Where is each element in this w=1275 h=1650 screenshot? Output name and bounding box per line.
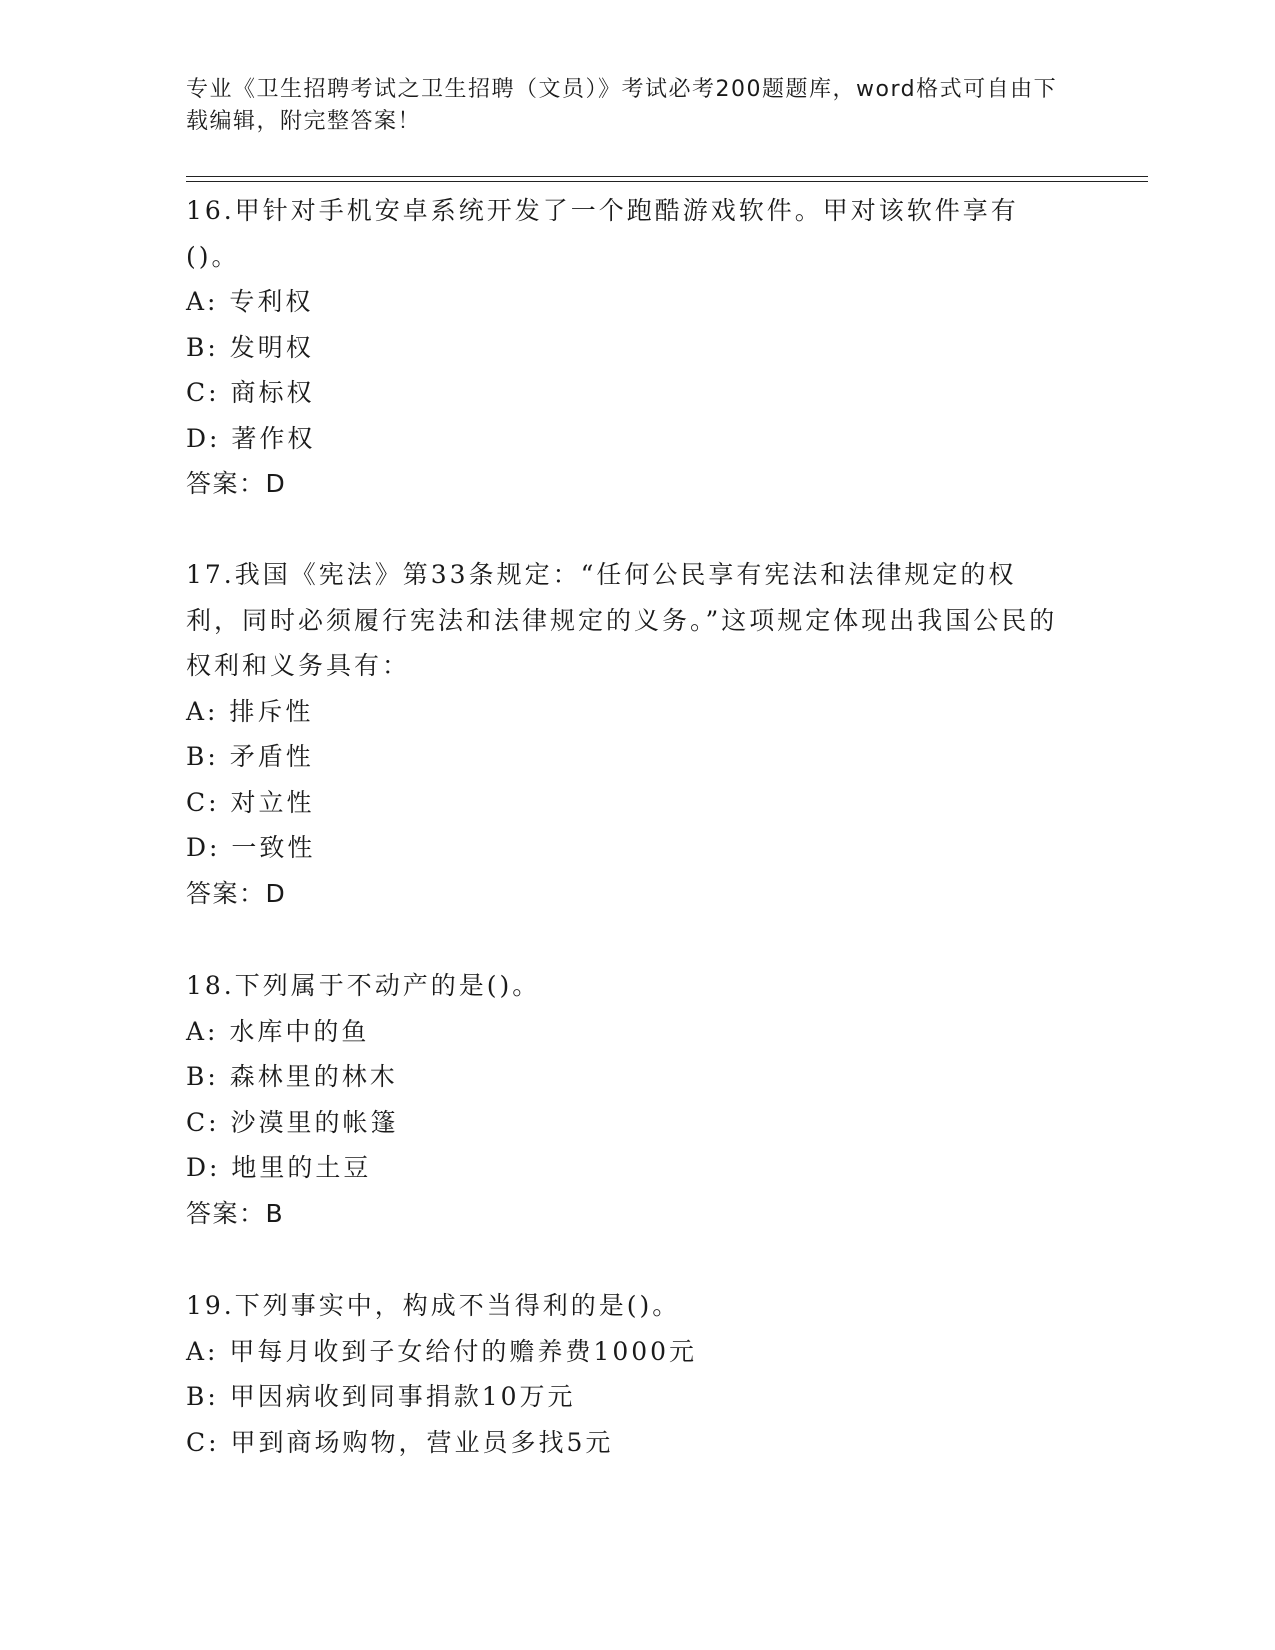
option-a: A: 甲每月收到子女给付的赡养费1000元 [186, 1336, 698, 1366]
answer: 答案：D [186, 469, 287, 498]
option-d: D: 一致性 [186, 833, 316, 862]
question-16 [186, 188, 1066, 507]
option-b: B: 发明权 [186, 332, 314, 362]
answer: 答案：D [186, 878, 287, 908]
question-17 [186, 552, 1066, 916]
answer: 答案：B [186, 1198, 285, 1228]
question-stem: 18.下列属于不动产的是()。 [186, 971, 541, 1000]
question-stem: 19.下列事实中，构成不当得利的是()。 [186, 1291, 681, 1320]
question-stem: 16.甲针对手机安卓系统开发了一个跑酷游戏软件。甲对该软件享有()。 [186, 196, 1019, 271]
option-b: B: 森林里的林木 [186, 1062, 398, 1091]
option-b: B: 矛盾性 [186, 742, 314, 771]
option-d: D: 著作权 [186, 423, 316, 453]
question-18 [186, 963, 1066, 1236]
question-stem: 17.我国《宪法》第33条规定：“任何公民享有宪法和法律规定的权利，同时必须履行宪法和法律规定的义务。”这项规定体现出我国公民的权利和义务具有： [186, 560, 1058, 680]
option-a: A: 水库中的鱼 [186, 1016, 370, 1046]
question-19 [186, 1283, 1066, 1465]
option-c: C: 对立性 [186, 787, 315, 817]
header-divider-top [186, 176, 1148, 177]
option-b: B: 甲因病收到同事捐款10万元 [186, 1382, 576, 1411]
option-c: C: 沙漠里的帐篷 [186, 1107, 399, 1137]
option-c: C: 甲到商场购物，营业员多找5元 [186, 1427, 614, 1457]
document-header: 专业《卫生招聘考试之卫生招聘（文员）》考试必考200题题库，word格式可自由下载编辑，附完整答案！ [186, 77, 1058, 134]
option-a: A: 专利权 [186, 287, 314, 316]
option-a: A: 排斥性 [186, 696, 314, 726]
header-divider-bottom [186, 181, 1148, 182]
option-c: C: 商标权 [186, 378, 315, 407]
option-d: D: 地里的土豆 [186, 1153, 372, 1182]
